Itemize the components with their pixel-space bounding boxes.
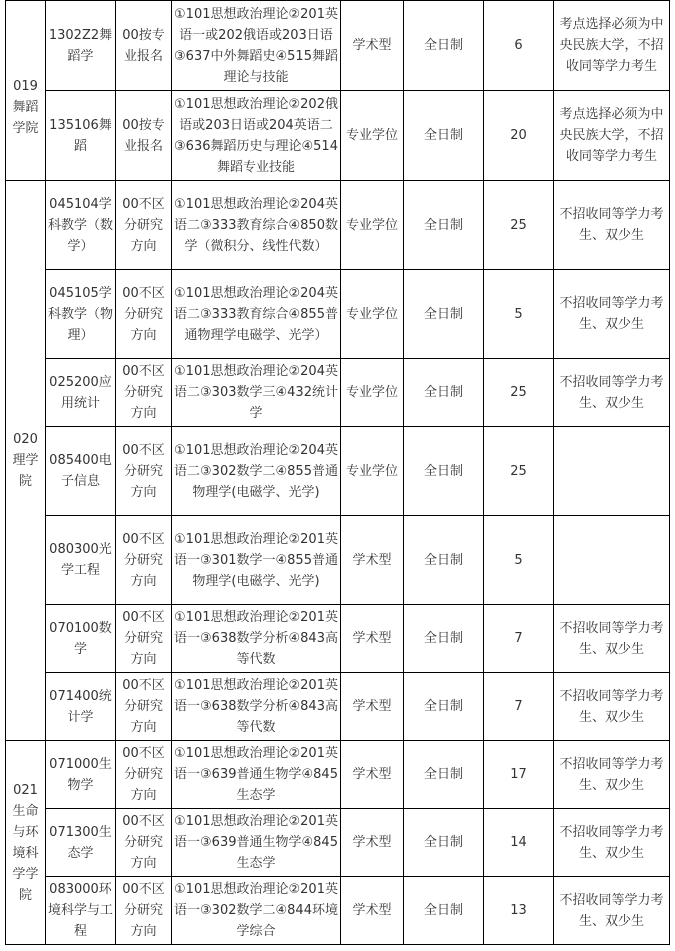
note-cell: 不招收同等学力考生、双少生: [554, 741, 670, 809]
study-mode-cell: 全日制: [404, 1, 484, 91]
table-row: [6, 270, 670, 359]
exam-subjects-cell: ①101思想政治理论②201英语一③638数学分析④843高等代数: [172, 605, 341, 673]
direction-cell: 00不区分研究方向: [116, 516, 172, 605]
table-row: [6, 427, 670, 516]
degree-type-cell: 专业学位: [341, 91, 404, 181]
study-mode-cell: 全日制: [404, 91, 484, 181]
direction-cell: 00按专业报名: [116, 1, 172, 91]
exam-subjects-cell: ①101思想政治理论②204英语二③302数学二④855普通物理学(电磁学、光学): [172, 427, 341, 516]
note-cell: 考点选择必须为中央民族大学，不招收同等学力考生: [554, 1, 670, 91]
degree-type-cell: 学术型: [341, 673, 404, 741]
exam-subjects-cell: ①101思想政治理论②201英语一③302数学二④844环境学综合: [172, 877, 341, 945]
direction-cell: 00不区分研究方向: [116, 877, 172, 945]
degree-type-cell: 学术型: [341, 605, 404, 673]
degree-type-cell: 学术型: [341, 809, 404, 877]
study-mode-cell: 全日制: [404, 516, 484, 605]
degree-type-cell: 专业学位: [341, 359, 404, 427]
exam-subjects-cell: ①101思想政治理论②201英语一③638数学分析④843高等代数: [172, 673, 341, 741]
table-row: [6, 809, 670, 877]
exam-subjects-cell: ①101思想政治理论②204英语二③333教育综合④850数学（微积分、线性代数）: [172, 181, 341, 270]
college-cell: 019舞蹈学院: [6, 1, 46, 181]
note-cell: 不招收同等学力考生、双少生: [554, 809, 670, 877]
direction-cell: 00不区分研究方向: [116, 605, 172, 673]
degree-type-cell: 专业学位: [341, 270, 404, 359]
quota-cell: 6: [484, 1, 554, 91]
study-mode-cell: 全日制: [404, 673, 484, 741]
quota-cell: 13: [484, 877, 554, 945]
degree-type-cell: 学术型: [341, 1, 404, 91]
note-cell: 不招收同等学力考生、双少生: [554, 877, 670, 945]
degree-type-cell: 专业学位: [341, 427, 404, 516]
study-mode-cell: 全日制: [404, 181, 484, 270]
quota-cell: 5: [484, 516, 554, 605]
major-cell: 071400统计学: [46, 673, 116, 741]
study-mode-cell: 全日制: [404, 359, 484, 427]
quota-cell: 7: [484, 605, 554, 673]
note-cell: 不招收同等学力考生、双少生: [554, 359, 670, 427]
major-cell: 045105学科教学（物理）: [46, 270, 116, 359]
note-cell: 考点选择必须为中央民族大学，不招收同等学力考生: [554, 91, 670, 181]
note-cell: 不招收同等学力考生、双少生: [554, 673, 670, 741]
note-cell: 不招收同等学力考生、双少生: [554, 605, 670, 673]
degree-type-cell: 学术型: [341, 516, 404, 605]
table-row: [6, 741, 670, 809]
major-cell: 085400电子信息: [46, 427, 116, 516]
exam-subjects-cell: ①101思想政治理论②201英语一③639普通生物学④845生态学: [172, 741, 341, 809]
study-mode-cell: 全日制: [404, 270, 484, 359]
direction-cell: 00不区分研究方向: [116, 181, 172, 270]
quota-cell: 25: [484, 427, 554, 516]
exam-subjects-cell: ①101思想政治理论②201英语一或202俄语或203日语③637中外舞蹈史④515舞蹈理论与技能: [172, 1, 341, 91]
exam-subjects-cell: ①101思想政治理论②201英语一③301数学一④855普通物理学(电磁学、光学): [172, 516, 341, 605]
quota-cell: 20: [484, 91, 554, 181]
degree-type-cell: 学术型: [341, 877, 404, 945]
major-cell: 045104学科教学（数学）: [46, 181, 116, 270]
quota-cell: 5: [484, 270, 554, 359]
study-mode-cell: 全日制: [404, 741, 484, 809]
note-cell: 不招收同等学力考生、双少生: [554, 270, 670, 359]
quota-cell: 17: [484, 741, 554, 809]
note-cell: [554, 427, 670, 516]
table-row: [6, 181, 670, 270]
quota-cell: 25: [484, 181, 554, 270]
table-row: [6, 673, 670, 741]
direction-cell: 00不区分研究方向: [116, 673, 172, 741]
note-cell: [554, 516, 670, 605]
table-row: [6, 605, 670, 673]
major-cell: 1302Z2舞蹈学: [46, 1, 116, 91]
table-row: [6, 877, 670, 945]
degree-type-cell: 学术型: [341, 741, 404, 809]
major-cell: 070100数学: [46, 605, 116, 673]
college-cell: 021生命与环境科学学院: [6, 741, 46, 945]
direction-cell: 00不区分研究方向: [116, 359, 172, 427]
table-row: [6, 359, 670, 427]
direction-cell: 00不区分研究方向: [116, 809, 172, 877]
quota-cell: 25: [484, 359, 554, 427]
major-cell: 083000环境科学与工程: [46, 877, 116, 945]
exam-subjects-cell: ①101思想政治理论②202俄语或203日语或204英语二③636舞蹈历史与理论④514舞蹈专业技能: [172, 91, 341, 181]
college-cell: 020理学院: [6, 181, 46, 741]
direction-cell: 00不区分研究方向: [116, 270, 172, 359]
study-mode-cell: 全日制: [404, 877, 484, 945]
study-mode-cell: 全日制: [404, 809, 484, 877]
admissions-table: [5, 0, 670, 945]
quota-cell: 7: [484, 673, 554, 741]
table-row: [6, 1, 670, 91]
direction-cell: 00不区分研究方向: [116, 427, 172, 516]
degree-type-cell: 专业学位: [341, 181, 404, 270]
major-cell: 080300光学工程: [46, 516, 116, 605]
direction-cell: 00按专业报名: [116, 91, 172, 181]
major-cell: 025200应用统计: [46, 359, 116, 427]
major-cell: 071300生态学: [46, 809, 116, 877]
major-cell: 135106舞蹈: [46, 91, 116, 181]
table-row: [6, 516, 670, 605]
quota-cell: 14: [484, 809, 554, 877]
exam-subjects-cell: ①101思想政治理论②201英语一③639普通生物学④845生态学: [172, 809, 341, 877]
exam-subjects-cell: ①101思想政治理论②204英语二③333教育综合④855普通物理学电磁学、光学）: [172, 270, 341, 359]
note-cell: 不招收同等学力考生、双少生: [554, 181, 670, 270]
direction-cell: 00不区分研究方向: [116, 741, 172, 809]
table-row: [6, 91, 670, 181]
exam-subjects-cell: ①101思想政治理论②204英语二③303数学三④432统计学: [172, 359, 341, 427]
major-cell: 071000生物学: [46, 741, 116, 809]
study-mode-cell: 全日制: [404, 427, 484, 516]
study-mode-cell: 全日制: [404, 605, 484, 673]
